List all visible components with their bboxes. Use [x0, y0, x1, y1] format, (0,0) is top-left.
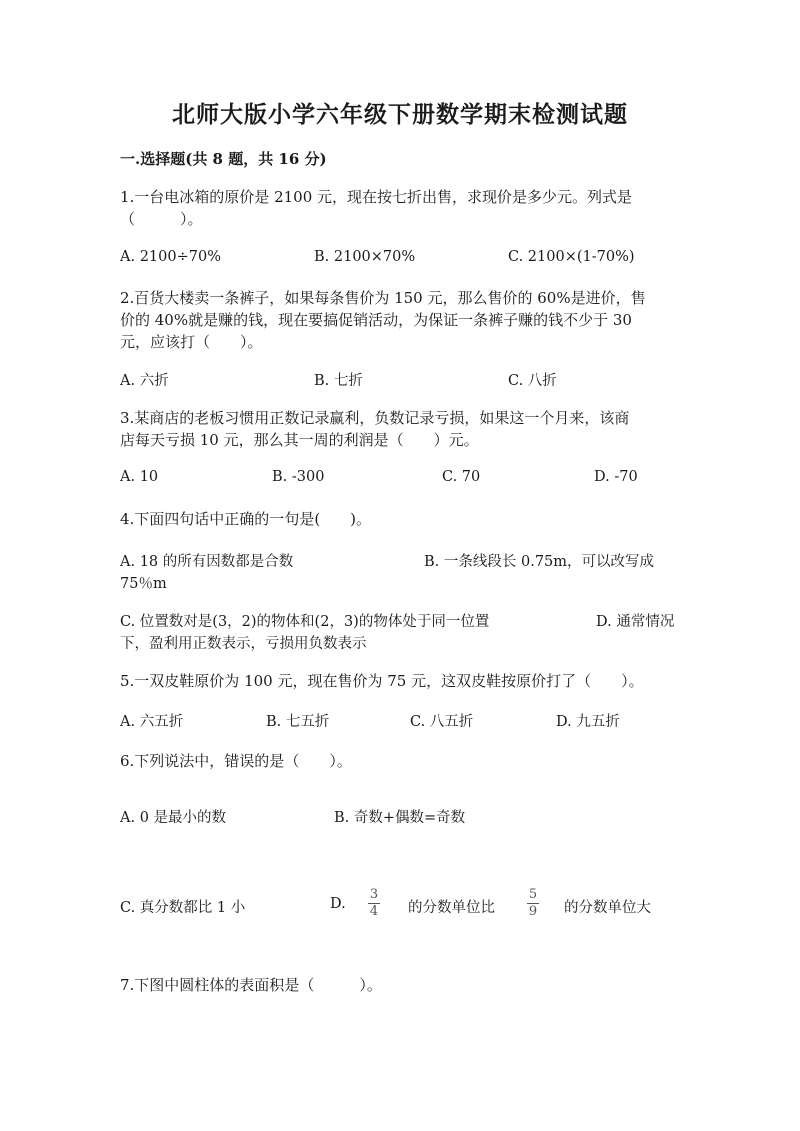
question-5-option-a: A. 六五折: [120, 714, 184, 730]
page-title: 北师大版小学六年级下册数学期末检测试题: [172, 101, 628, 128]
question-4-option-b-cont: 75％m: [120, 576, 167, 592]
question-3-option-b: B. -300: [272, 469, 325, 485]
question-2-option-c: C. 八折: [508, 373, 557, 389]
question-1-line-1: 1.一台电冰箱的原价是 2100 元，现在按七折出售，求现价是多少元。列式是: [120, 188, 633, 206]
question-4-option-d-cont: 下，盈利用正数表示，亏损用负数表示: [120, 636, 367, 652]
question-3-option-d: D. -70: [594, 469, 638, 485]
question-1-line-2: （ ）。: [120, 210, 203, 228]
question-6-option-b: B. 奇数+偶数=奇数: [334, 810, 466, 826]
question-1-option-a: A. 2100÷70%: [120, 249, 221, 265]
question-4-option-d: D. 通常情况: [596, 614, 675, 630]
question-2-option-b: B. 七折: [314, 373, 363, 389]
question-2-line-2: 价的 40%就是赚的钱，现在要搞促销活动，为保证一条裤子赚的钱不少于 30: [120, 311, 632, 329]
question-2-line-3: 元，应该打（ ）。: [120, 333, 263, 351]
question-3-option-a: A. 10: [120, 469, 159, 485]
question-2-option-a: A. 六折: [120, 373, 169, 389]
question-5-option-b: B. 七五折: [266, 714, 330, 730]
question-6-option-c: C. 真分数都比 1 小: [120, 900, 246, 916]
section-heading: 一.选择题(共 8 题，共 16 分): [120, 150, 327, 168]
fraction-5-9-numerator: 5: [528, 887, 538, 902]
question-4-line-1: 4.下面四句话中正确的一句是( )。: [120, 510, 372, 528]
question-4-option-c: C. 位置数对是(3，2)的物体和(2，3)的物体处于同一位置: [120, 614, 490, 630]
question-1-option-b: B. 2100×70%: [314, 249, 416, 265]
question-1-option-c: C. 2100×(1-70%): [508, 249, 635, 265]
question-5-line-1: 5.一双皮鞋原价为 100 元，现在售价为 75 元，这双皮鞋按原价打了（ ）。: [120, 672, 644, 690]
question-6-option-d-text-2: 的分数单位大: [564, 900, 651, 916]
fraction-3-4: [368, 888, 380, 919]
question-3-option-c: C. 70: [442, 469, 481, 485]
question-6-option-d: D.: [330, 896, 346, 912]
question-6-option-a: A. 0 是最小的数: [120, 810, 227, 826]
fraction-3-4-denominator: 4: [369, 904, 379, 919]
fraction-5-9-denominator: 9: [528, 904, 538, 919]
question-4-option-b: B. 一条线段长 0.75m，可以改写成: [424, 554, 655, 570]
fraction-5-9: [527, 888, 539, 919]
question-5-option-c: C. 八五折: [410, 714, 474, 730]
question-4-option-a: A. 18 的所有因数都是合数: [120, 554, 294, 570]
question-3-line-1: 3.某商店的老板习惯用正数记录赢利，负数记录亏损，如果这一个月来，该商: [120, 409, 630, 427]
question-6-option-d-text-1: 的分数单位比: [408, 900, 495, 916]
question-2-line-1: 2.百货大楼卖一条裤子，如果每条售价为 150 元，那么售价的 60%是进价，售: [120, 289, 646, 307]
question-7-line-1: 7.下图中圆柱体的表面积是（ ）。: [120, 976, 382, 994]
question-5-option-d: D. 九五折: [556, 714, 620, 730]
question-6-line-1: 6.下列说法中，错误的是（ ）。: [120, 752, 352, 770]
question-3-line-2: 店每天亏损 10 元，那么其一周的利润是（ ）元。: [120, 431, 479, 449]
fraction-3-4-numerator: 3: [369, 887, 379, 902]
